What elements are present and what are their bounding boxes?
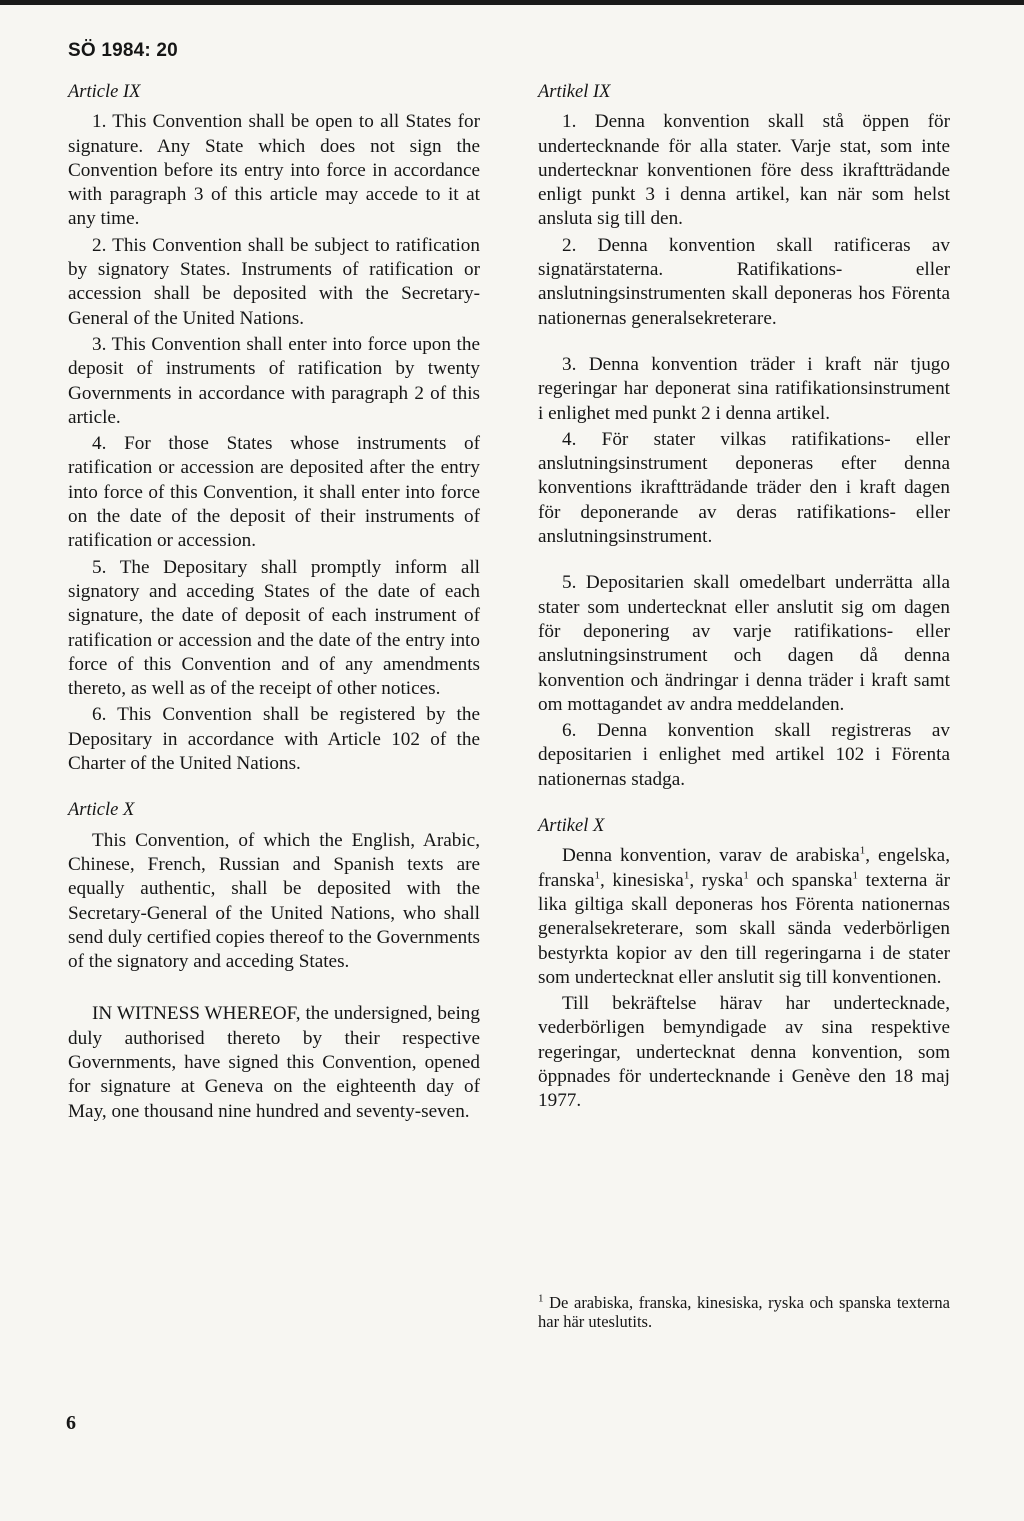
article-ix-para-1: 1. This Convention shall be open to all States for signature. Any State which does not sign the Convention before its entry into force in accordance with paragraph 3 of this article may accede to it at any time. (68, 111, 480, 230)
footnote-mark: 1 (538, 1292, 544, 1305)
footnote-ref: 1 (594, 869, 600, 882)
witness-clause: IN WITNESS WHEREOF, the undersigned, being duly authorised thereto by their respective Governments, have signed this Convention, opened for signature at Geneva on the eighteenth day of May, one thousand nine hundred and seventy-seven. (68, 1003, 480, 1122)
artikel-x-text-part: texterna är lika giltiga skall deponeras hos Förenta nationernas generalsekreterare, som skall sända vederbörligen bestyrkta kopior av den till regeringarna i de stater som undertecknat eller anslutit sig till konventionen. (538, 869, 950, 988)
page-number: 6 (66, 1412, 76, 1434)
artikel-ix-para-5: 5. Depositarien skall omedelbart underrätta alla stater som undertecknat eller anslutit sig om dagen för deponering av varje ratifikations- eller anslutningsinstrument och dagen då denna konvention och ändringar i denna träder i kraft samt om mottagandet av andra meddelanden. (538, 572, 950, 715)
artikel-x-text-part: Denna konvention, varav de arabiska (562, 845, 860, 867)
artikel-ix-heading: Artikel IX (538, 82, 611, 102)
artikel-x-text-part: och spanska (748, 869, 853, 891)
footnote-ref: 1 (743, 869, 749, 882)
artikel-x-text (538, 844, 950, 990)
artikel-ix-para-2: 2. Denna konvention skall ratificeras av signatärstaterna. Ratifikations- eller anslutningsinstrumenten skall deponeras hos Förenta nationernas generalsekreterare. (538, 234, 950, 329)
footnote-ref: 1 (859, 844, 866, 857)
article-x-text: This Convention, of which the English, Arabic, Chinese, French, Russian and Spanish texts are equally authentic, shall be deposited with the Secretary-General of the United Nations, who shall send duly certified copies thereof to the Governments of the signatory and acceding States. (68, 829, 480, 973)
article-ix-para-2: 2. This Convention shall be subject to ratification by signatory States. Instruments of ratification or accession shall be deposited with the Secretary-General of the United Nations. (68, 234, 480, 329)
artikel-ix-para-3: 3. Denna konvention träder i kraft när tjugo regeringar har deponerat sina ratifikationsinstrument i enlighet med punkt 2 i denna artikel. (538, 353, 950, 424)
artikel-x-text-part: , engelska, franska (538, 845, 950, 891)
artikel-ix-para-6: 6. Denna konvention skall registreras av depositarien i enlighet med artikel 102 i Förenta nationernas stadga. (538, 720, 950, 790)
article-ix-para-6: 6. This Convention shall be registered by the Depositary in accordance with Article 102 of the Charter of the United Nations. (68, 704, 480, 775)
document-reference: SÖ 1984: 20 (68, 40, 178, 61)
swedish-column (538, 80, 950, 1114)
witness-clause-swedish: Till bekräftelse härav har undertecknade, vederbörligen bemyndigade av sina respektive regeringar, undertecknat denna konvention, som öppnades för undertecknande i Genève den 18 maj 1977. (538, 993, 950, 1112)
footnote-text: De arabiska, franska, kinesiska, ryska och spanska texterna har här uteslutits. (538, 1293, 950, 1331)
article-ix-para-4: 4. For those States whose instruments of ratification or accession are deposited after the entry into force of this Convention, it shall enter into force on the date of the deposit of their instruments of ratification or accession. (68, 433, 480, 552)
article-ix-para-5: 5. The Depositary shall promptly inform all signatory and acceding States of the date of each signature, the date of deposit of each instrument of ratification or accession and the date of the entry into force of this Convention and of any amendments thereto, as well as of the receipt of other notices. (68, 556, 480, 700)
footnote-ref: 1 (683, 869, 690, 882)
article-ix-para-3: 3. This Convention shall enter into force upon the deposit of instruments of ratification by twenty Governments in accordance with paragraph 2 of this article. (68, 333, 480, 428)
footnote (538, 1293, 950, 1331)
footnote-ref: 1 (852, 869, 859, 882)
artikel-ix-para-1: 1. Denna konvention skall stå öppen för undertecknande för alla stater. Varje stat, som inte undertecknar konventionen före dess ikraftträdande enligt punkt 3 i denna artikel, kan när som helst ansluta sig till den. (538, 111, 950, 230)
article-x-heading: Article X (68, 800, 135, 821)
artikel-x-heading: Artikel X (538, 816, 605, 837)
artikel-x-text-part: , ryska (689, 869, 744, 891)
page-top-rule (0, 0, 1024, 5)
artikel-x-text-part: , kinesiska (599, 869, 684, 891)
english-column (68, 80, 480, 1124)
article-ix-heading: Article IX (68, 82, 141, 102)
artikel-ix-para-4: 4. För stater vilkas ratifikations- eller anslutningsinstrument deponeras efter denna konventions ikraftträdande träder den i kraft dagen för deponerande av deras ratifikations- eller anslutningsinstrument. (538, 428, 950, 548)
